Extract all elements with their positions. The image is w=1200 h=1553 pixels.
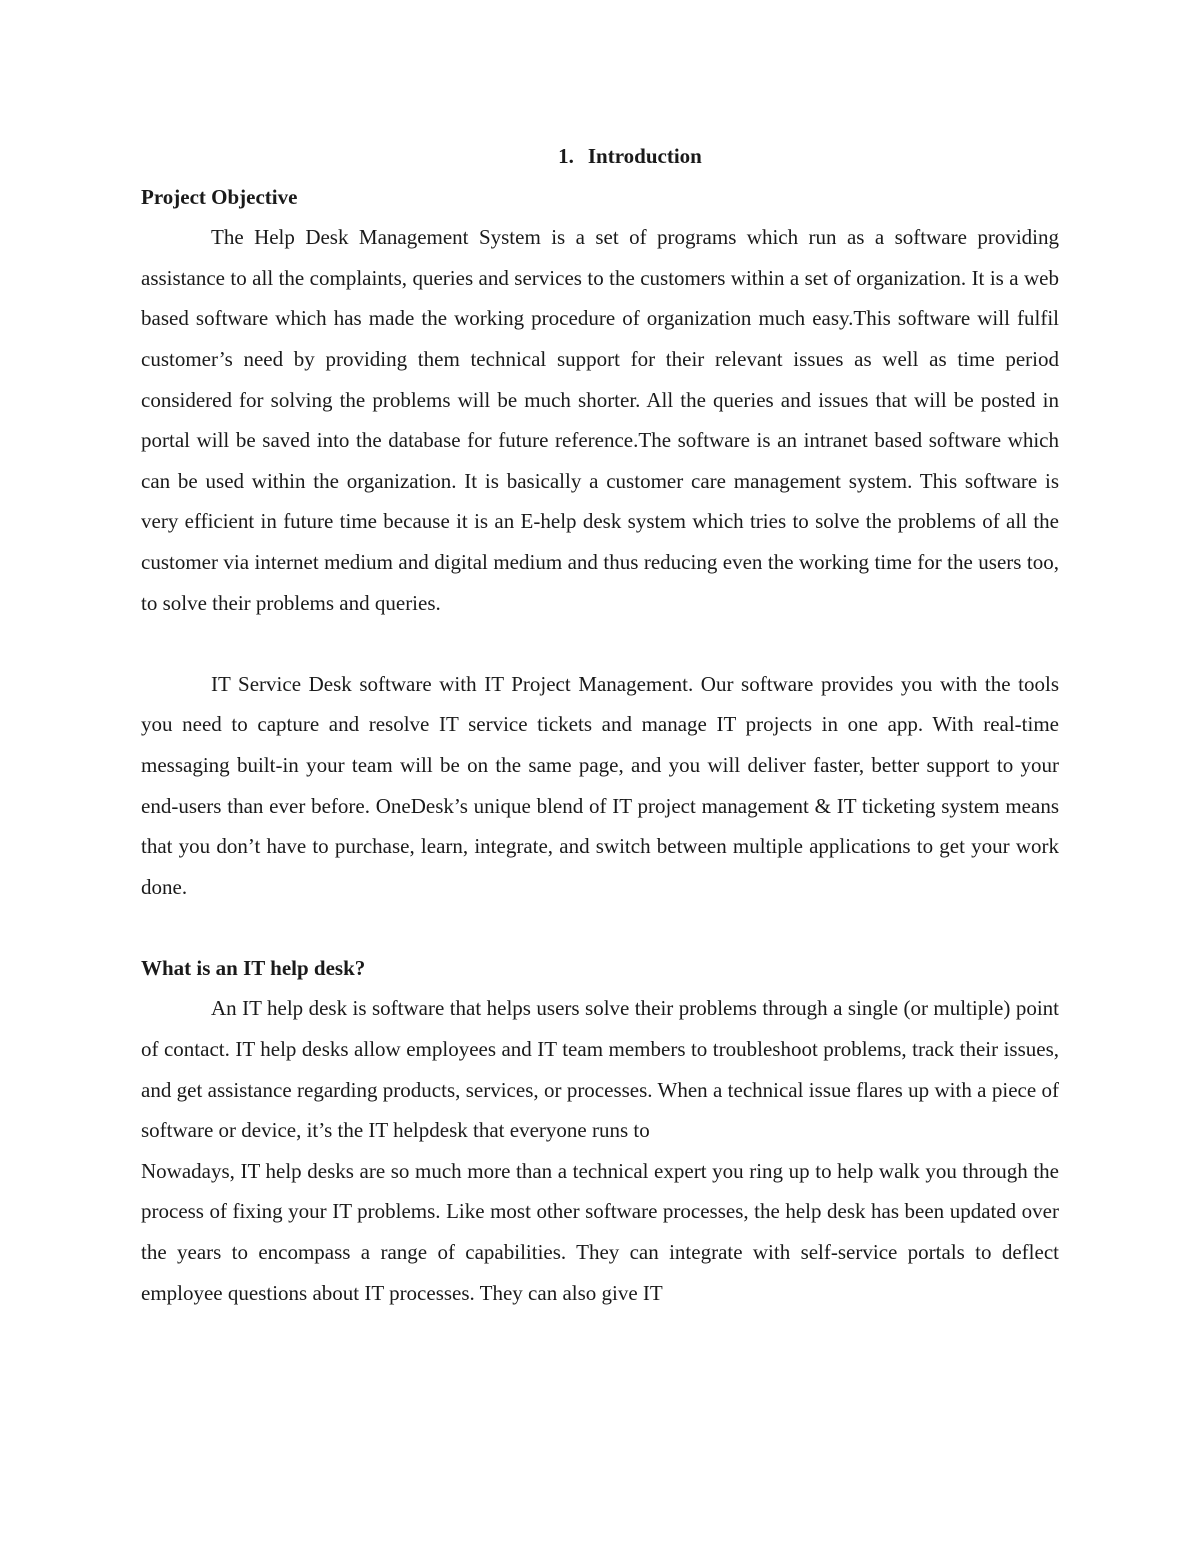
project-objective-heading: Project Objective (141, 184, 298, 209)
it-help-desk-heading: What is an IT help desk? (141, 955, 366, 980)
section-title: Introduction (587, 144, 702, 168)
it-help-desk-paragraph: An IT help desk is software that helps users solve their problems through a single (or multiple) point of contact. IT help desks allow employees and IT team members to troubleshoot problems, track their issues, and get assistance regarding products, services, or processes. When a technical issue flares up with a piece of software or device, it’s the IT helpdesk that everyone runs to (141, 996, 1059, 1143)
project-objective-paragraph: The Help Desk Management System is a set of programs which run as a software providing assistance to all the complaints, queries and services to the customers within a set of organization. It is a web based software which has made the working procedure of organization much easy.This software will fulfil customer’s need by providing them technical support for their relevant issues as well as time period considered for solving the problems will be much shorter. All the queries and issues that will be posted in portal will be saved into the database for future reference.The software is an intranet based software which can be used within the organization. It is basically a customer care management system. This software is very efficient in future time because it is an E-help desk system which tries to solve the problems of all the customer via internet medium and digital medium and thus reducing even the working time for the users too, to solve their problems and queries. (141, 225, 1059, 615)
paragraph-spacer (141, 907, 1059, 948)
section-heading (171, 136, 1089, 177)
paragraph-spacer (141, 623, 1059, 664)
document-body (141, 136, 1059, 1313)
section-number: 1. (558, 144, 574, 168)
nowadays-paragraph: Nowadays, IT help desks are so much more than a technical expert you ring up to help walk you through the process of fixing your IT problems. Like most other software processes, the help desk has been updated over the years to encompass a range of capabilities. They can integrate with self-service portals to deflect employee questions about IT processes. They can also give IT (141, 1158, 1059, 1305)
service-desk-paragraph: IT Service Desk software with IT Project Management. Our software provides you with the tools you need to capture and resolve IT service tickets and manage IT projects in one app. With real-time messaging built-in your team will be on the same page, and you will deliver faster, better support to your end-users than ever before. OneDesk’s unique blend of IT project management & IT ticketing system means that you don’t have to purchase, learn, integrate, and switch between multiple applications to get your work done. (141, 671, 1059, 899)
